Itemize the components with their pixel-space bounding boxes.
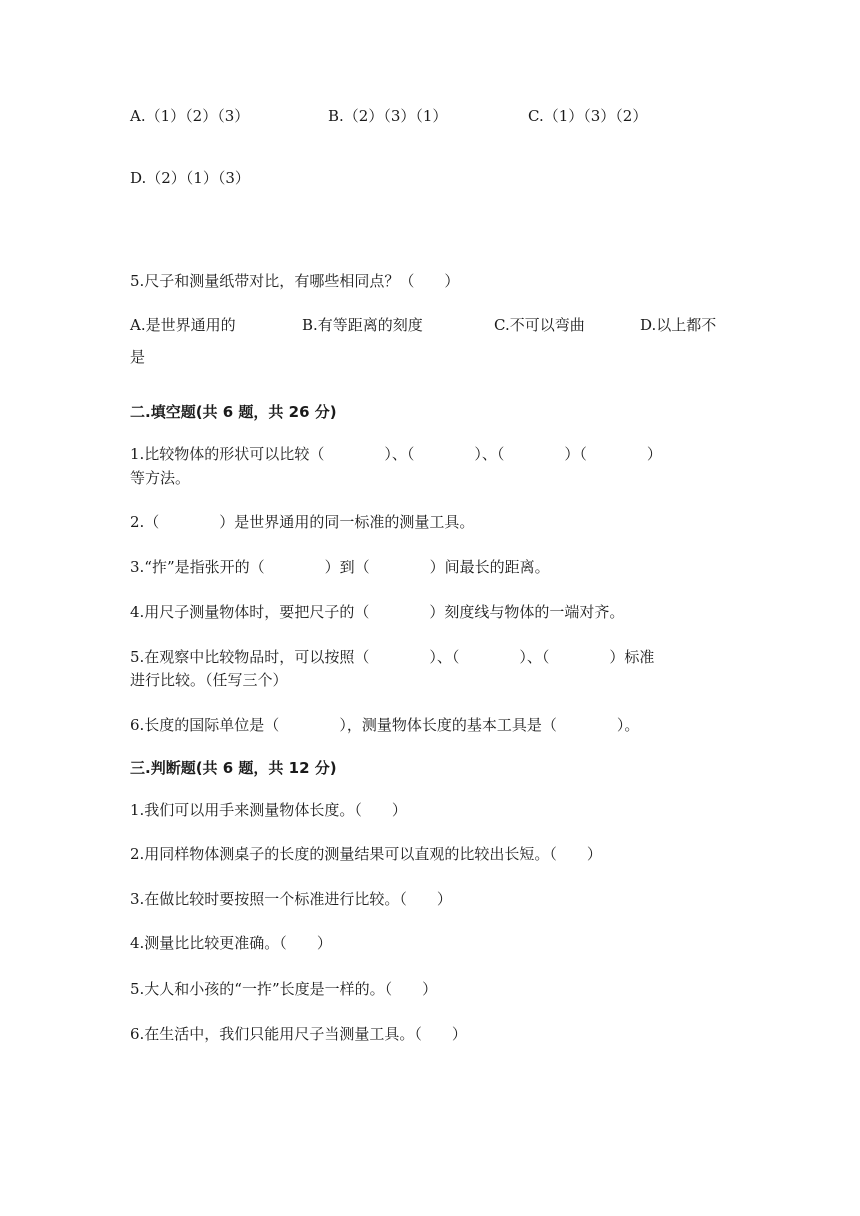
- q5-option-d: D.以上都不: [640, 316, 717, 334]
- s2-q4: 4.用尺子测量物体时，要把尺子的（ ）刻度线与物体的一端对齐。: [130, 603, 625, 621]
- section3-heading: 三.判断题(共 6 题，共 12 分): [130, 759, 337, 777]
- s2-q2: 2.（ ）是世界通用的同一标准的测量工具。: [130, 513, 475, 531]
- s2-q6: 6.长度的国际单位是（ ），测量物体长度的基本工具是（ ）。: [130, 716, 640, 734]
- s2-q3: 3.“拃”是指张开的（ ）到（ ）间最长的距离。: [130, 558, 550, 576]
- q5-option-b: B.有等距离的刻度: [302, 316, 423, 334]
- q5-stem: 5.尺子和测量纸带对比，有哪些相同点？（ ）: [130, 272, 460, 290]
- q5-option-c: C.不可以弯曲: [494, 316, 585, 334]
- q5-option-a: A.是世界通用的: [130, 316, 236, 334]
- s3-q4: 4.测量比比较更准确。（ ）: [130, 934, 332, 952]
- q4-option-c: C.（1）（3）（2）: [528, 107, 648, 125]
- s3-q6: 6.在生活中，我们只能用尺子当测量工具。（ ）: [130, 1025, 467, 1043]
- q5-option-d-continued: 是: [130, 348, 146, 366]
- s2-q1-line1: 1.比较物体的形状可以比较（ ）、（ ）、（ ）（ ）: [130, 445, 662, 463]
- s2-q1-line2: 等方法。: [130, 469, 191, 487]
- s3-q2: 2.用同样物体测桌子的长度的测量结果可以直观的比较出长短。（ ）: [130, 845, 602, 863]
- s3-q3: 3.在做比较时要按照一个标准进行比较。（ ）: [130, 890, 452, 908]
- s3-q5: 5.大人和小孩的“一拃”长度是一样的。（ ）: [130, 980, 438, 998]
- q4-option-b: B.（2）（3）（1）: [328, 107, 448, 125]
- section2-heading: 二.填空题(共 6 题，共 26 分): [130, 403, 337, 421]
- q4-option-d: D.（2）（1）（3）: [130, 169, 250, 187]
- q4-option-a: A.（1）（2）（3）: [130, 107, 250, 125]
- s3-q1: 1.我们可以用手来测量物体长度。（ ）: [130, 801, 407, 819]
- s2-q5-line1: 5.在观察中比较物品时，可以按照（ ）、（ ）、（ ）标准: [130, 648, 655, 666]
- s2-q5-line2: 进行比较。（任写三个）: [130, 671, 288, 689]
